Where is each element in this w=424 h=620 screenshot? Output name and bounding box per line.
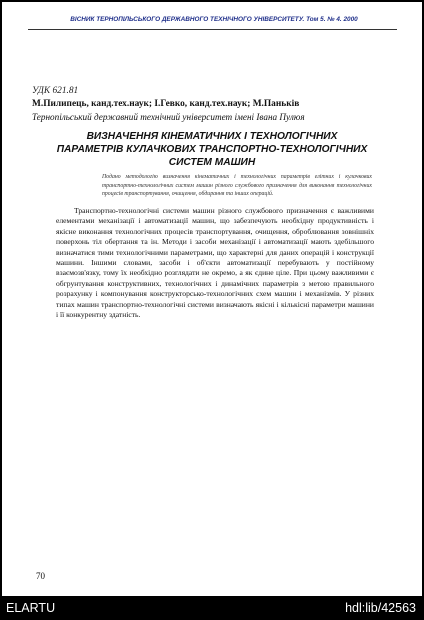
journal-header: ВІСНИК ТЕРНОПІЛЬСЬКОГО ДЕРЖАВНОГО ТЕХНІЧНОГО УНІВЕРСИТЕТУ. Том 5. № 4. 2000: [70, 16, 358, 23]
footer-handle: hdl:lib/42563: [345, 601, 416, 615]
abstract: Подано методологію визначення кінематичних і технологічних параметрів елітних і кулачкових транспортно-технологічних систем машин різного службового призначення для виконання технологічних процесів транспортування, очищення, обдирання та інших операцій.: [102, 174, 372, 198]
body-text: [56, 206, 374, 320]
title-line-3: СИСТЕМ МАШИН: [168, 157, 256, 168]
udc-code: УДК 621.81: [32, 86, 79, 96]
authors: М.Пилипець, канд.тех.наук; І.Гевко, канд.тех.наук; М.Паньків: [32, 99, 300, 109]
title-line-1: ВИЗНАЧЕННЯ КІНЕМАТИЧНИХ І ТЕХНОЛОГІЧНИХ: [86, 131, 338, 142]
header-rule: [28, 29, 397, 30]
page-number: 70: [36, 571, 45, 581]
article-title: [32, 130, 392, 169]
document-page: [2, 2, 422, 596]
title-line-2: ПАРАМЕТРІВ КУЛАЧКОВИХ ТРАНСПОРТНО-ТЕХНОЛОГІЧНИХ: [56, 144, 368, 155]
affiliation: Тернопільський державний технічний університет імені Івана Пулюя: [32, 112, 305, 122]
footer-repository-name: ELARTU: [6, 601, 56, 615]
body-paragraph: Транспортно-технологічні системи машин різного службового призначення є важливими елементами механізації і автоматизації машин, що забезпечують необхідну продуктивність і якісне виконання технологічних процесів транспортування, очищення, оброблювання зовнішніх поверхонь тіл обертання та ін. Методи і засоби механізації і автоматизації мають здебільшого визначатися тими технологічними параметрами, що характерні для даних операцій і конструкції машини. Іншими словами, засоби і об'єкти автоматизації перебувають у постійному взаємозв'язку, тому їх необхідно розглядати не окремо, а як єдине ціле. При цьому важливими є обгрунтування конструктивних, технологічних і динамічних параметрів з метою правильного розрахунку і компонування конструкторсько-технологічних схем машин і механізмів. У різних типах машин транспортно-технологічні системи визначають якісні і кількісні параметри машини і її конкурентну здатність.: [56, 206, 374, 320]
